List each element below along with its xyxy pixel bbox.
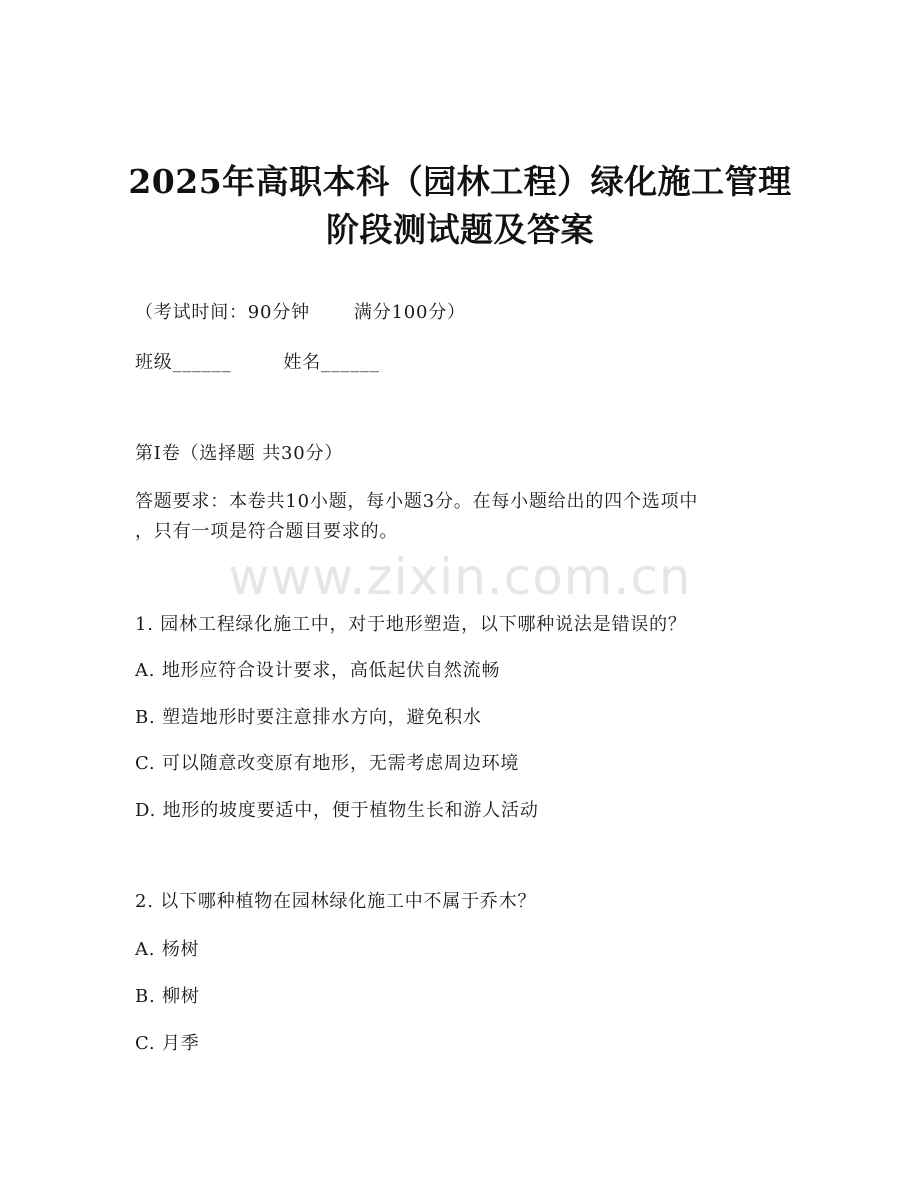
class-field-label: 班级______ [135, 352, 232, 373]
name-field-label: 姓名______ [283, 352, 380, 373]
exam-score: 满分100分） [353, 302, 466, 323]
student-fields [135, 352, 380, 374]
document-title-line-2: 阶段测试题及答案 [326, 210, 594, 249]
question-1-option-c: C. 可以随意改变原有地形，无需考虑周边环境 [135, 753, 520, 774]
question-2-stem: 2. 以下哪种植物在园林绿化施工中不属于乔木？ [135, 891, 537, 912]
question-1-stem: 1. 园林工程绿化施工中，对于地形塑造，以下哪种说法是错误的？ [135, 614, 687, 635]
question-2-option-c: C. 月季 [135, 1033, 200, 1054]
question-2-option-b: B. 柳树 [135, 986, 200, 1007]
exam-info [135, 302, 466, 324]
question-1-option-a: A. 地形应符合设计要求，高低起伏自然流畅 [135, 660, 501, 681]
section-instructions-line-1: 答题要求：本卷共10小题，每小题3分。在每小题给出的四个选项中 [135, 491, 699, 512]
document-title-line-1: 2025年高职本科（园林工程）绿化施工管理 [128, 162, 792, 201]
section-heading: 第I卷（选择题 共30分） [135, 443, 344, 464]
question-1-option-b: B. 塑造地形时要注意排水方向，避免积水 [135, 707, 482, 728]
section-instructions-line-2: ，只有一项是符合题目要求的。 [135, 521, 399, 542]
question-2-option-a: A. 杨树 [135, 939, 200, 960]
exam-time: （考试时间：90分钟 [135, 302, 310, 323]
watermark: www.zixin.com.cn [228, 548, 692, 606]
question-1-option-d: D. 地形的坡度要适中，便于植物生长和游人活动 [135, 800, 539, 821]
